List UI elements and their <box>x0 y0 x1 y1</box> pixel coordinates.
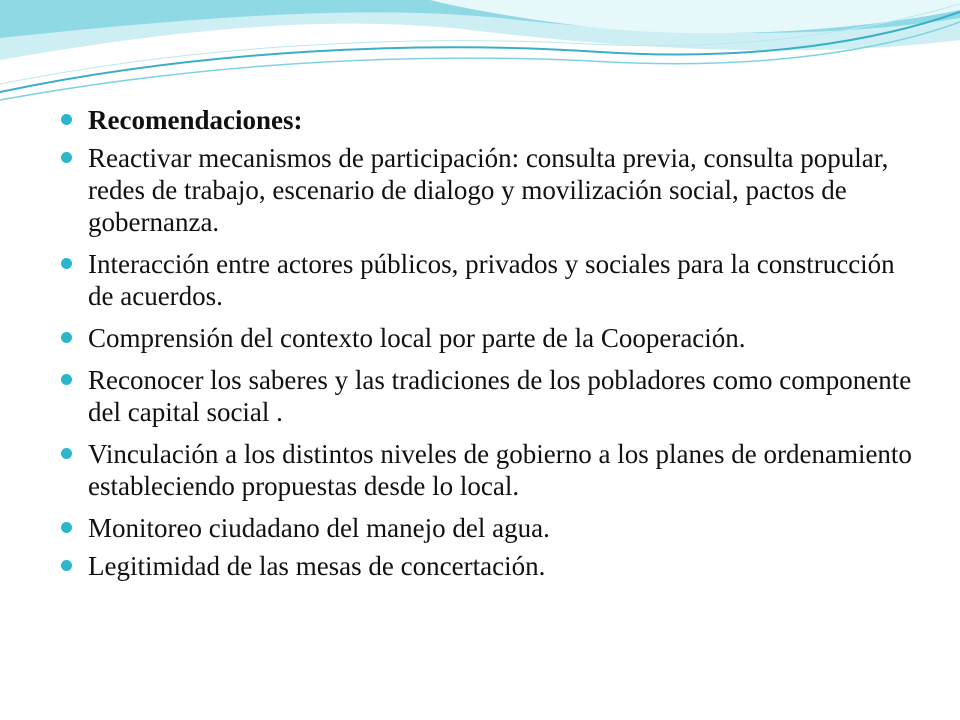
bullet-text: Monitoreo ciudadano del manejo del agua. <box>88 513 550 543</box>
bullet-item <box>60 142 920 238</box>
bullet-dot-icon <box>61 560 72 571</box>
bullet-dot-icon <box>61 332 72 343</box>
bullet-text: Vinculación a los distintos niveles de gobierno a los planes de ordenamiento estableciendo propuestas desde lo local. <box>88 439 912 501</box>
bullet-item <box>60 104 920 136</box>
bullet-item <box>60 550 920 582</box>
bullet-heading: Recomendaciones: <box>88 105 303 135</box>
bullet-item <box>60 248 920 312</box>
bullet-item <box>60 364 920 428</box>
slide-content <box>60 104 920 592</box>
bullet-text: Reconocer los saberes y las tradiciones de los pobladores como componente del capital social . <box>88 365 912 427</box>
bullet-dot-icon <box>61 522 72 533</box>
bullet-item <box>60 438 920 502</box>
bullet-dot-icon <box>61 114 72 125</box>
bullet-list <box>60 104 920 582</box>
bullet-text: Reactivar mecanismos de participación: consulta previa, consulta popular, redes de trabajo, escenario de dialogo y movilización social, pactos de gobernanza. <box>88 143 889 237</box>
header-wave-decoration <box>0 0 960 120</box>
bullet-dot-icon <box>61 152 72 163</box>
bullet-dot-icon <box>61 374 72 385</box>
bullet-text: Interacción entre actores públicos, privados y sociales para la construcción de acuerdos. <box>88 249 895 311</box>
bullet-item <box>60 512 920 544</box>
bullet-dot-icon <box>61 258 72 269</box>
bullet-dot-icon <box>61 448 72 459</box>
bullet-item <box>60 322 920 354</box>
bullet-text: Legitimidad de las mesas de concertación. <box>88 551 546 581</box>
bullet-text: Comprensión del contexto local por parte de la Cooperación. <box>88 323 746 353</box>
